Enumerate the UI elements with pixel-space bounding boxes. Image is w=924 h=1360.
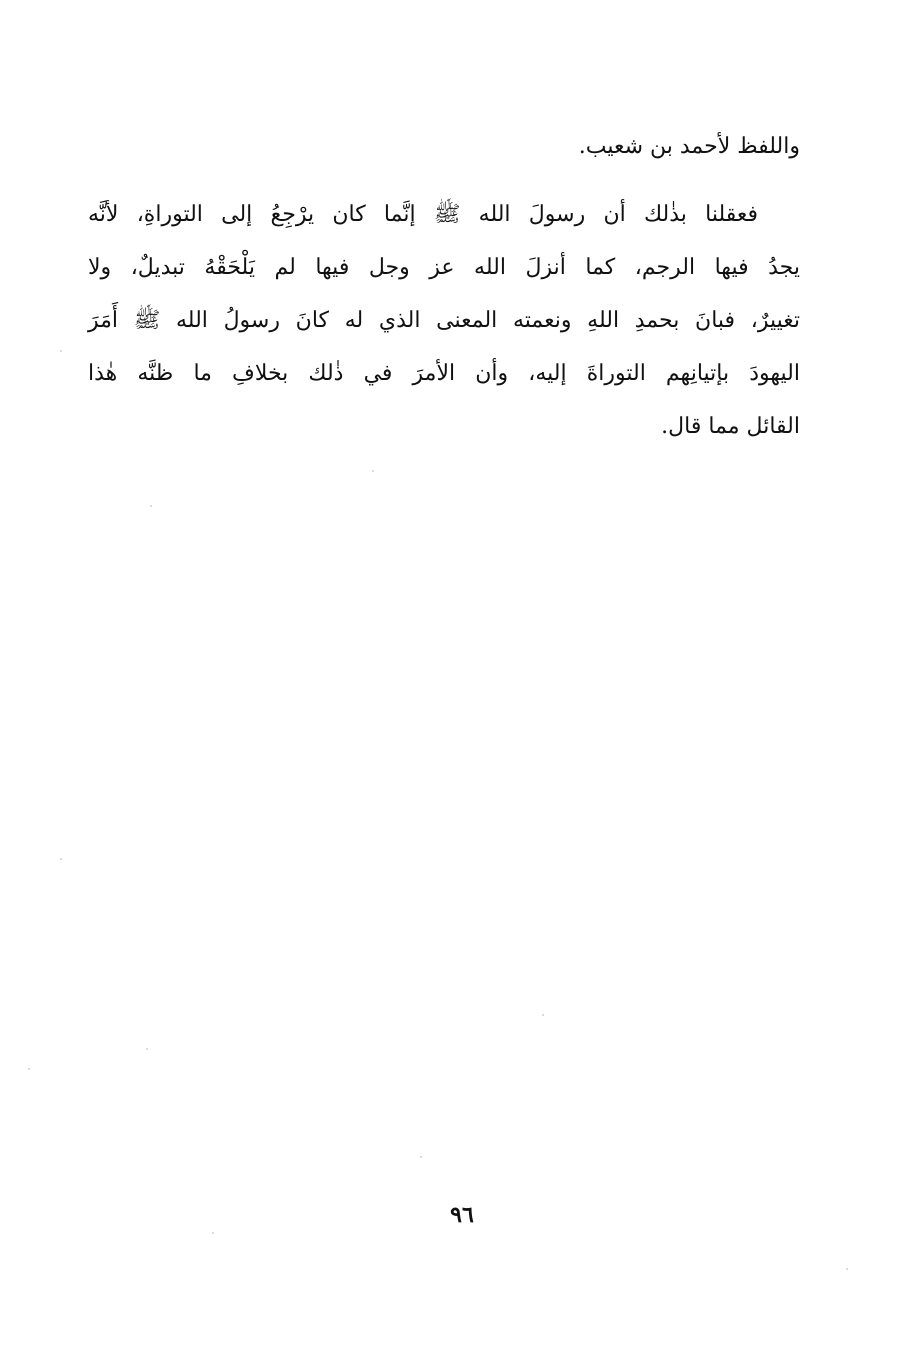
- text-line: واللفظ لأحمد بن شعيب.: [578, 134, 800, 159]
- paper-speck: [28, 1068, 30, 1070]
- text-line: القائل مما قال.: [661, 414, 800, 439]
- text-line: فعقلنا بذٰلك أن رسولَ الله ﷺ إنَّما كان يرْجِعُ إلى التوراةِ، لأنَّه: [88, 202, 758, 227]
- paper-speck: [846, 1268, 848, 1270]
- paragraph-gap: [88, 173, 800, 188]
- text-line: تغييرٌ، فبانَ بحمدِ اللهِ ونعمته المعنى الذي له كانَ رسولُ الله ﷺ أَمَرَ: [88, 308, 800, 333]
- text-line: اليهودَ بإتيانِهم التوراةَ إليه، وأن الأمرَ في ذٰلك بخلافِ ما ظنَّه هٰذا: [88, 361, 800, 386]
- paper-speck: [150, 505, 152, 507]
- paper-speck: [372, 470, 374, 472]
- paper-speck: [420, 1156, 422, 1158]
- paper-speck: [542, 1014, 544, 1016]
- paper-speck: [60, 858, 62, 860]
- body-text: [88, 120, 800, 453]
- page-number: ٩٦: [450, 1202, 474, 1228]
- paper-speck: [146, 1048, 148, 1050]
- paper-speck: [60, 350, 62, 352]
- paper-speck: [212, 1232, 214, 1234]
- text-line: يجدُ فيها الرجم، كما أنزلَ الله عز وجل فيها لم يَلْحَقْهُ تبديلٌ، ولا: [88, 255, 800, 280]
